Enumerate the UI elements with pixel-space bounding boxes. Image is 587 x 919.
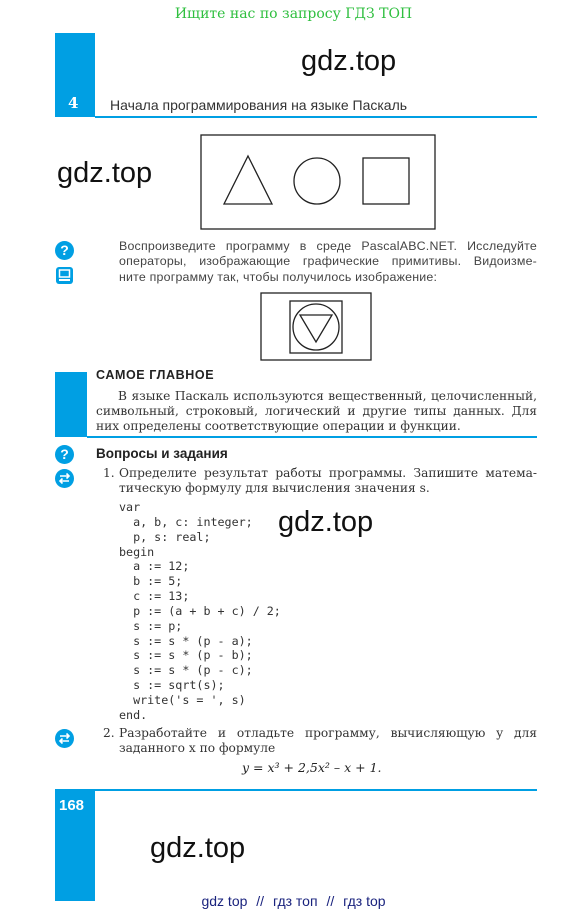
code-line: begin <box>119 544 155 559</box>
figure-frame <box>201 135 435 229</box>
code-line: s := p; <box>119 618 183 633</box>
page-number: 168 <box>59 797 85 814</box>
code-line: write('s = ', s) <box>119 692 246 707</box>
text-line: операторы, изображающие графические примитивы. Видоизме- <box>119 254 537 269</box>
code-line: p, s: real; <box>119 529 211 544</box>
top-banner: Ищите нас по запросу ГДЗ ТОП <box>174 6 413 22</box>
footer-separator: // <box>326 893 335 909</box>
text-line: ните программу так, чтобы получилось изображение: <box>119 269 438 284</box>
text-line: В языке Паскаль используются вещественный, целочисленный, <box>118 389 537 403</box>
square-shape <box>290 301 342 353</box>
nested-shapes-figure <box>260 292 372 362</box>
text-line: заданного x по формуле <box>119 741 276 756</box>
computer-icon <box>55 266 74 285</box>
text-line: тическую формулу для вычисления значения s. <box>119 481 430 496</box>
summary-heading: САМОЕ ГЛАВНОЕ <box>96 368 215 382</box>
square-shape <box>363 158 409 204</box>
question-icon: ? <box>55 445 74 464</box>
code-block <box>119 500 419 723</box>
code-line: s := s * (p - b); <box>119 648 253 663</box>
watermark: gdz.top <box>278 506 374 538</box>
triangle-shape <box>300 315 332 342</box>
code-line: end. <box>119 707 148 722</box>
watermark: gdz.top <box>57 157 153 189</box>
question-icon: ? <box>55 241 74 260</box>
triangle-shape <box>224 156 272 204</box>
text-line: них определены соответствующие операции и функции. <box>96 419 461 434</box>
exercise-text <box>119 239 537 285</box>
code-line: s := s * (p - c); <box>119 663 253 678</box>
code-line: s := sqrt(s); <box>119 678 225 693</box>
summary-rule <box>87 436 537 438</box>
code-line: b := 5; <box>119 574 183 589</box>
code-line: var <box>119 500 141 514</box>
footer-link[interactable]: гдз топ <box>272 893 318 909</box>
chapter-title: Начала программирования на языке Паскаль <box>110 97 408 113</box>
footer-rule <box>95 789 537 791</box>
question-2-number: 2. <box>103 726 115 740</box>
question-1-number: 1. <box>103 466 115 480</box>
code-line: c := 13; <box>119 589 190 604</box>
watermark: gdz.top <box>301 45 397 77</box>
header-rule <box>95 116 537 118</box>
footer-separator: // <box>256 893 265 909</box>
footer-link[interactable]: gdz top <box>201 893 248 909</box>
formula: y = x³ + 2,5x² – x + 1. <box>242 760 382 775</box>
text-line: Определите результат работы программы. Запишите матема- <box>119 466 537 480</box>
code-line: s := s * (p - a); <box>119 633 253 648</box>
shapes-figure <box>200 134 436 230</box>
summary-text <box>96 389 537 435</box>
chapter-number: 4 <box>68 94 79 112</box>
code-line: p := (a + b + c) / 2; <box>119 603 281 618</box>
text-line: символьный, строковый, логический и другие типы данных. Для <box>96 404 537 419</box>
text-line: Разработайте и отладьте программу, вычисляющую y для <box>119 726 537 740</box>
footer-link[interactable]: гдз top <box>343 893 386 909</box>
summary-band <box>55 372 87 437</box>
question-1-text <box>119 466 537 496</box>
exchange-icon <box>55 469 74 488</box>
circle-shape <box>294 158 340 204</box>
text-line: Воспроизведите программу в среде PascalABC.NET. Исследуйте <box>119 239 537 253</box>
footer-links <box>0 893 587 909</box>
question-2-text <box>119 726 537 756</box>
code-line: a, b, c: integer; <box>119 514 253 529</box>
exchange-icon <box>55 729 74 748</box>
watermark: gdz.top <box>150 832 246 864</box>
code-line: a := 12; <box>119 559 190 574</box>
questions-heading: Вопросы и задания <box>96 446 228 461</box>
